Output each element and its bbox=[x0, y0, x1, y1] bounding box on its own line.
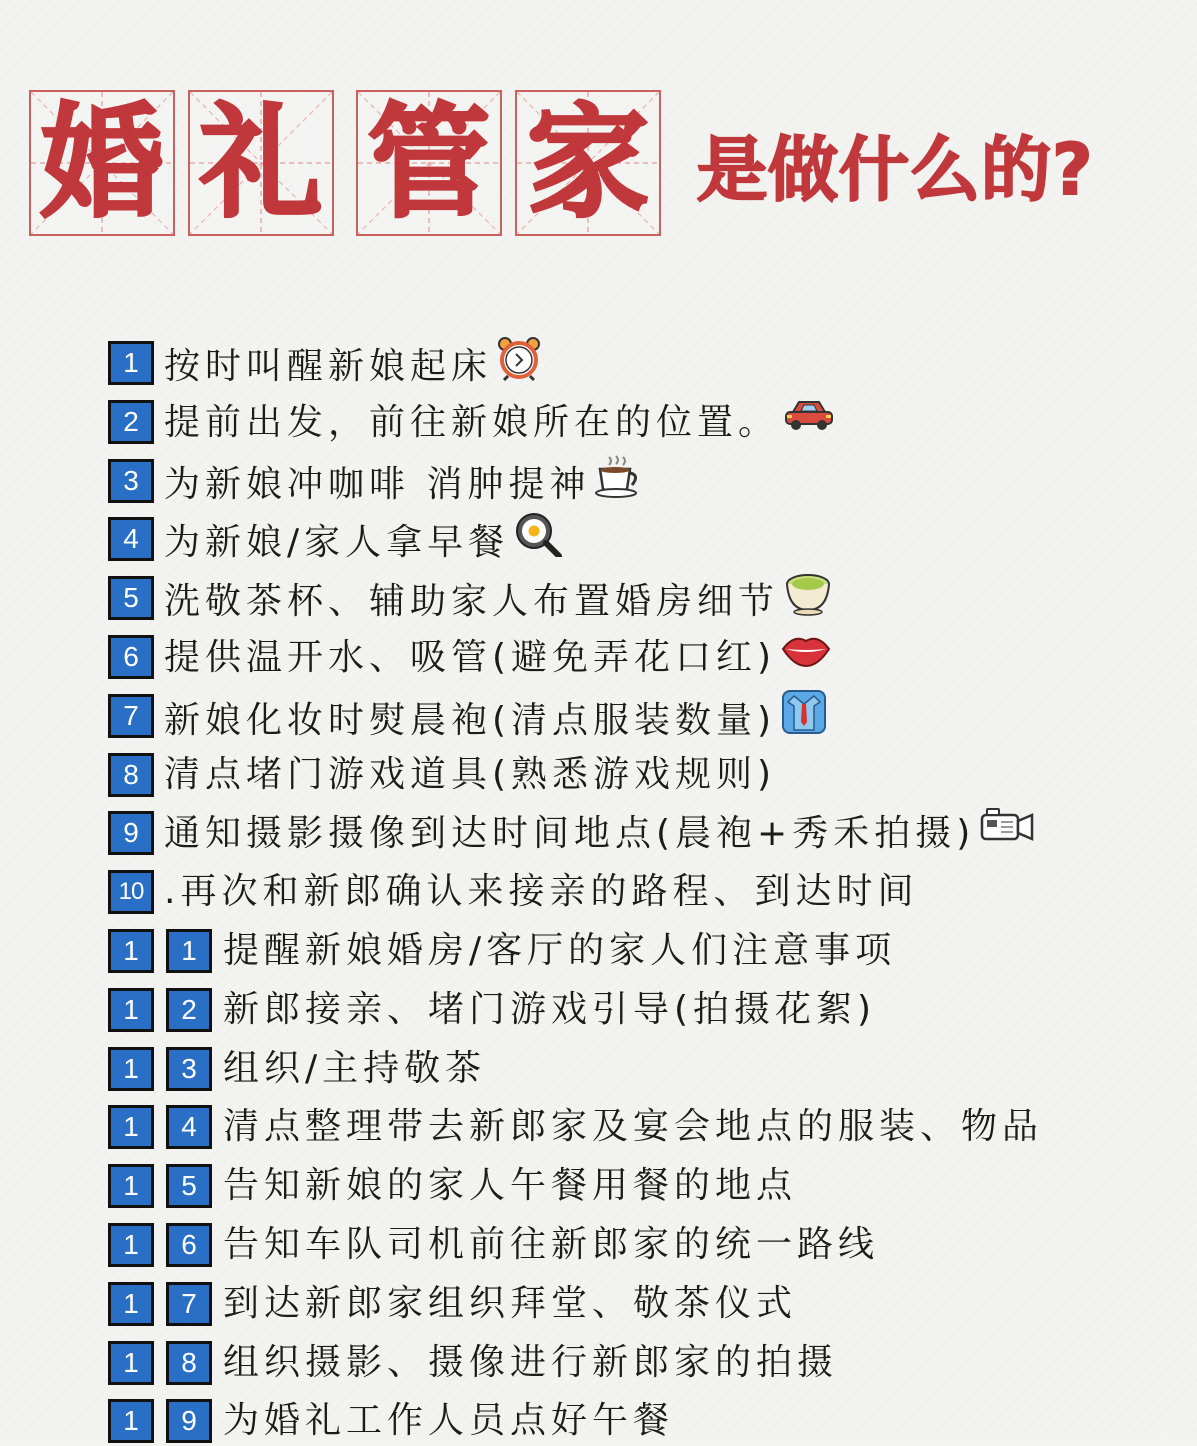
video-camera-icon bbox=[979, 805, 1035, 859]
list-item-label: 为新娘/家人拿早餐 bbox=[164, 522, 510, 564]
list-item bbox=[108, 808, 1188, 858]
list-item-text bbox=[223, 1338, 838, 1388]
number-badge: 4 bbox=[108, 517, 154, 561]
number-badge-digit: 1 bbox=[108, 1047, 154, 1091]
list-item bbox=[108, 338, 1188, 388]
list-item-label: 提醒新娘婚房/客厅的家人们注意事项 bbox=[223, 930, 897, 971]
list-item-text bbox=[164, 397, 835, 447]
number-badge-digit: 1 bbox=[108, 929, 154, 973]
list-item bbox=[108, 1338, 1188, 1388]
number-badge-digit: 1 bbox=[108, 1164, 154, 1208]
number-badge-digit: 1 bbox=[108, 1223, 154, 1267]
number-badge-digit: 1 bbox=[108, 1341, 154, 1385]
title-char: 礼 bbox=[200, 92, 322, 234]
number-badge-digit: 5 bbox=[166, 1164, 212, 1208]
number-badge: 8 bbox=[108, 753, 154, 797]
car-icon bbox=[783, 394, 835, 448]
list-item-label: 到达新郎家组织拜堂、敬茶仪式 bbox=[223, 1282, 798, 1324]
list-item-text bbox=[223, 926, 896, 976]
number-badge: 5 bbox=[108, 576, 154, 620]
list-item-label: 为新娘冲咖啡 消肿提神 bbox=[164, 463, 591, 505]
list-item-label: 提前出发，前往新娘所在的位置。 bbox=[164, 401, 780, 443]
title-char-box bbox=[29, 90, 175, 236]
list-item-label: 清点整理带去新郎家及宴会地点的服装、物品 bbox=[223, 1106, 1044, 1148]
list-item bbox=[108, 514, 1188, 564]
list-item-text bbox=[223, 1044, 486, 1094]
title-char-box bbox=[356, 90, 502, 236]
list-item-text bbox=[164, 514, 563, 564]
number-badge: 7 bbox=[108, 694, 154, 738]
list-item-label: 清点堵门游戏道具(熟悉游戏规则) bbox=[164, 753, 777, 795]
list-item bbox=[108, 1044, 1188, 1094]
list-item-text bbox=[164, 691, 828, 741]
list-item bbox=[108, 926, 1188, 976]
list-item-label: 洗敬茶杯、辅助家人布置婚房细节 bbox=[164, 581, 780, 623]
shirt-icon bbox=[780, 688, 828, 750]
list-item-text bbox=[223, 1279, 797, 1329]
list-item-label: 告知车队司机前往新郎家的统一路线 bbox=[223, 1224, 880, 1265]
title-char-box bbox=[188, 90, 334, 236]
subtitle: 是做什么的? bbox=[697, 129, 1094, 211]
list-item-label: 组织/主持敬茶 bbox=[223, 1047, 487, 1089]
list-item bbox=[108, 397, 1188, 447]
list-item-label: .再次和新郎确认来接亲的路程、到达时间 bbox=[164, 871, 919, 913]
number-badge-digit: 1 bbox=[108, 988, 154, 1032]
list-item-text bbox=[164, 456, 644, 506]
list-item-text bbox=[223, 1102, 1043, 1152]
number-badge-digit: 1 bbox=[108, 1282, 154, 1326]
number-badge-digit: 3 bbox=[166, 1047, 212, 1091]
number-badge: 6 bbox=[108, 635, 154, 679]
number-badge: 9 bbox=[108, 811, 154, 855]
alarm-clock-icon bbox=[496, 335, 542, 395]
number-badge-digit: 1 bbox=[108, 1399, 154, 1443]
lips-icon bbox=[780, 629, 832, 683]
list-item-label: 通知摄影摄像到达时间地点(晨袍+秀禾拍摄) bbox=[164, 813, 976, 855]
list-item-text bbox=[164, 750, 776, 800]
number-badge-digit: 2 bbox=[166, 988, 212, 1032]
list-item-label: 按时叫醒新娘起床 bbox=[164, 346, 493, 387]
list-item-text bbox=[164, 632, 832, 682]
number-badge-digit: 6 bbox=[166, 1223, 212, 1267]
list-item bbox=[108, 1102, 1188, 1152]
list-item-text bbox=[223, 1220, 879, 1270]
list-item-label: 新娘化妆时熨晨袍(清点服装数量) bbox=[164, 699, 777, 741]
list-item-label: 提供温开水、吸管(避免弄花口红) bbox=[164, 637, 777, 678]
number-badge-digit: 7 bbox=[166, 1282, 212, 1326]
list-item-label: 告知新娘的家人午餐用餐的地点 bbox=[223, 1165, 798, 1207]
title-char: 婚 bbox=[41, 92, 163, 234]
list-item-label: 新郎接亲、堵门游戏引导(拍摄花絮) bbox=[223, 988, 877, 1030]
green-tea-icon bbox=[783, 570, 833, 630]
number-badge-digit: 1 bbox=[108, 1105, 154, 1149]
list-item bbox=[108, 867, 1188, 917]
number-badge: 2 bbox=[108, 400, 154, 444]
number-badge: 10 bbox=[108, 870, 154, 914]
coffee-cup-icon bbox=[594, 453, 644, 513]
number-badge-digit: 9 bbox=[166, 1399, 212, 1443]
list-item bbox=[108, 691, 1188, 741]
frying-pan-icon bbox=[513, 511, 563, 571]
list-item bbox=[108, 985, 1188, 1035]
title-char: 管 bbox=[368, 92, 490, 234]
list-item-text bbox=[164, 808, 1035, 858]
title-char: 家 bbox=[527, 92, 649, 234]
number-badge-digit: 1 bbox=[166, 929, 212, 973]
list-item-text bbox=[223, 1161, 797, 1211]
list-item bbox=[108, 456, 1188, 506]
list-item-label: 组织摄影、摄像进行新郎家的拍摄 bbox=[223, 1341, 839, 1383]
list-item-text bbox=[164, 338, 542, 388]
number-badge: 3 bbox=[108, 459, 154, 503]
list-item bbox=[108, 750, 1188, 800]
list-item-label: 为婚礼工作人员点好午餐 bbox=[223, 1400, 675, 1442]
number-badge-digit: 4 bbox=[166, 1105, 212, 1149]
title-char-box bbox=[515, 90, 661, 236]
list-item-text bbox=[223, 985, 876, 1035]
list-item-text bbox=[164, 573, 833, 623]
number-badge: 1 bbox=[108, 341, 154, 385]
list-item bbox=[108, 573, 1188, 623]
list-item-text bbox=[164, 867, 918, 917]
list-item bbox=[108, 1161, 1188, 1211]
number-badge-digit: 8 bbox=[166, 1341, 212, 1385]
list-item bbox=[108, 1220, 1188, 1270]
list-item bbox=[108, 632, 1188, 682]
list-item bbox=[108, 1279, 1188, 1329]
